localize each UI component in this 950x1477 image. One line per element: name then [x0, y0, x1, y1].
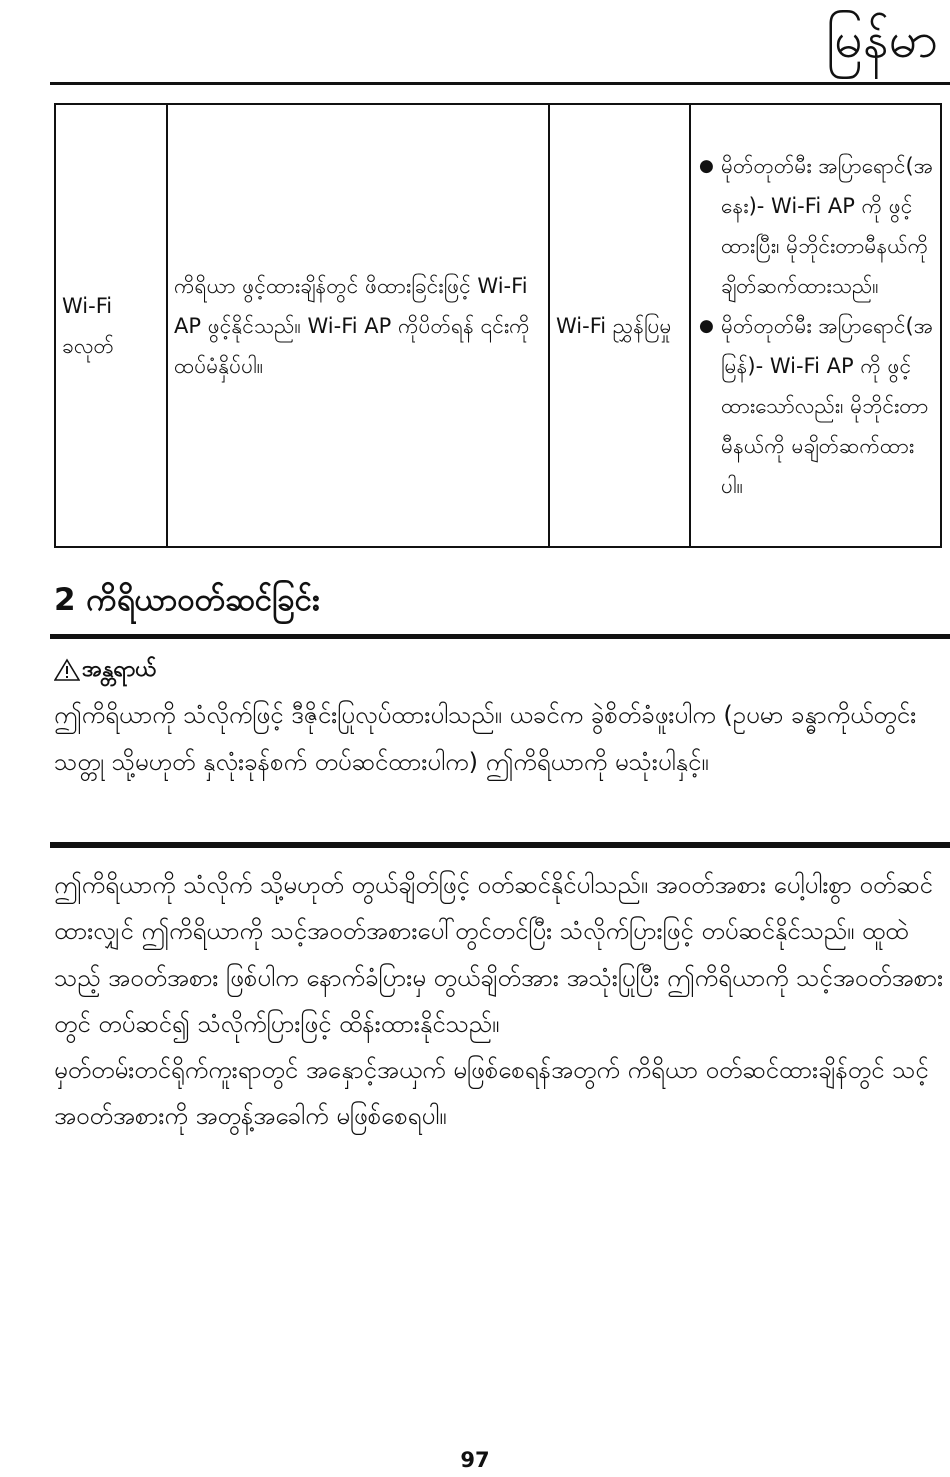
spec-indicator-cell: Wi-Fi ညွှန်ပြမှု — [549, 104, 690, 547]
body-paragraph: မှတ်တမ်းတင်ရိုက်ကူးရာတွင် အနှောင့်အယှက် မဖြစ်စေရန်အတွက် ကိရိယာ ဝတ်ဆင်ထားချိန်တွင် သင့်အဝတ်အစားကို အတွန့်အခေါက် မဖြစ်စေရပါ။ — [54, 1056, 929, 1131]
caution-title-text: အန္တရာယ် — [82, 657, 157, 682]
spec-name-cell: Wi-Fi ခလုတ် — [55, 104, 167, 547]
caution-title — [54, 648, 944, 692]
body-text — [54, 862, 946, 1140]
language-title: မြန်မာ — [826, 11, 938, 69]
caution-text: ဤကိရိယာကို သံလိုက်ဖြင့် ဒီဇိုင်းပြုလုပ်ထားပါသည်။ ယခင်က ခွဲစိတ်ခံဖူးပါက (ဥပမာ ခန္ဓာကိုယ်တွင်း သတ္တု သို့မဟုတ် နှလုံးခုန်စက် တပ်ဆင်ထားပါက) ဤကိရိယာကို မသုံးပါနှင့်။ — [54, 701, 917, 776]
state-list — [697, 146, 934, 506]
warning-triangle-icon — [54, 658, 80, 682]
body-paragraph: ဤကိရိယာကို သံလိုက် သို့မဟုတ် တွယ်ချိတ်ဖြင့် ဝတ်ဆင်နိုင်ပါသည်။ အဝတ်အစား ပေါ့ပါးစွာ ဝတ်ဆင်ထားလျှင် ဤကိရိယာကို သင့်အဝတ်အစားပေါ်တွင်တင်ပြီး သံလိုက်ပြားဖြင့် တပ်ဆင်နိုင်သည်။ ထူထဲသည့် အဝတ်အစား ဖြစ်ပါက နောက်ခံပြားမှ တွယ်ချိတ်အား အသုံးပြုပြီး ဤကိရိယာကို သင့်အဝတ်အစားတွင် တပ်ဆင်၍ သံလိုက်ပြားဖြင့် ထိန်းထားနိုင်သည်။ — [54, 871, 944, 1038]
list-item: ● မိုတ်တုတ်မီး အပြာရောင်(အမြန်)- Wi-Fi AP ကို ဖွင့်ထားသော်လည်း၊ မိုဘိုင်းတာမီနယ်ကို မချိတ်ဆက်ထားပါ။ — [697, 306, 934, 506]
spec-states-cell — [690, 104, 941, 547]
caution-divider — [50, 842, 950, 848]
list-item: ● မိုတ်တုတ်မီး အပြာရောင်(အနေး)- Wi-Fi AP ကို ဖွင့်ထားပြီး၊ မိုဘိုင်းတာမီနယ်ကို ချိတ်ဆက်ထားသည်။ — [697, 146, 934, 306]
page-number: 97 — [460, 1448, 490, 1472]
header-divider — [50, 82, 950, 85]
table-row — [55, 104, 941, 547]
section-divider — [50, 634, 950, 639]
caution-box — [54, 648, 944, 786]
spec-description-cell: ကိရိယာ ဖွင့်ထားချိန်တွင် ဖိထားခြင်းဖြင့် Wi-Fi AP ဖွင့်နိုင်သည်။ Wi-Fi AP ကိုပိတ်ရန် ၎င်းကို ထပ်မံနှိပ်ပါ။ — [167, 104, 549, 547]
section-heading: 2 ကိရိယာဝတ်ဆင်ခြင်း — [54, 582, 320, 618]
spec-table — [54, 103, 942, 548]
